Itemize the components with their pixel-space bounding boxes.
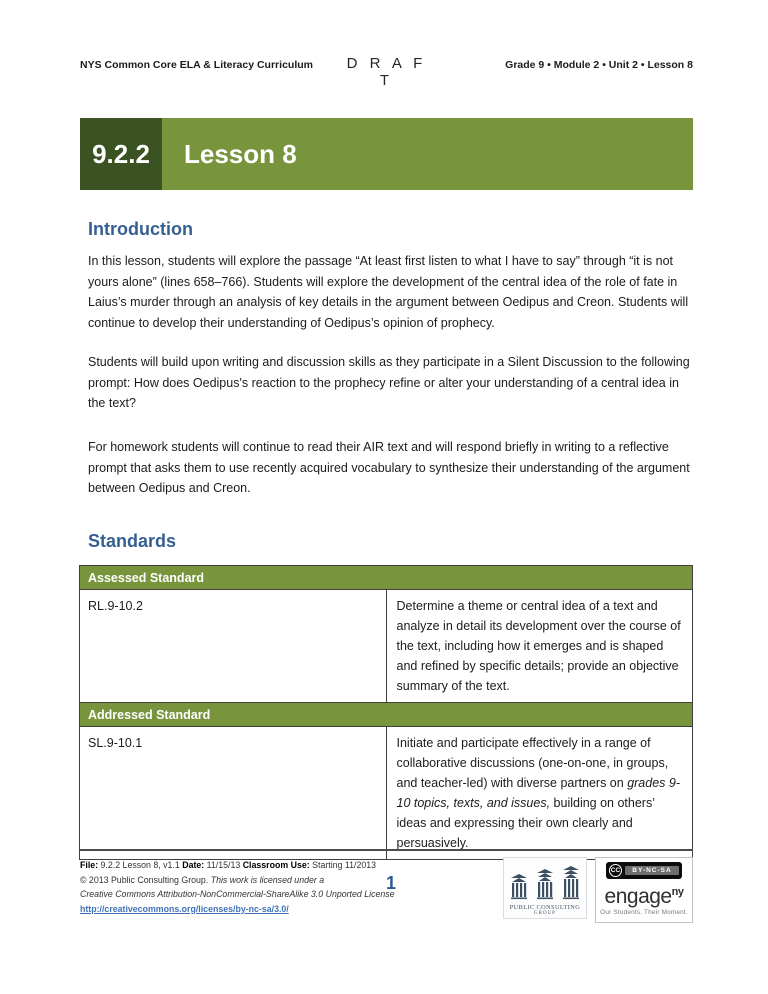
license-link-line <box>80 902 440 917</box>
standard-code: RL.9-10.2 <box>80 590 387 703</box>
footer-logos <box>503 857 693 923</box>
license-link[interactable]: http://creativecommons.org/licenses/by-nc-sa/3.0/ <box>80 903 289 914</box>
license-name: Creative Commons Attribution-NonCommercial-ShareAlike 3.0 Unported License <box>80 889 395 899</box>
engageny-tagline: Our Students. Their Moment. <box>600 909 688 916</box>
date-value: 11/15/13 <box>204 860 243 870</box>
engage-ny-superscript: ny <box>671 886 684 898</box>
date-label: Date: <box>182 860 205 870</box>
lesson-code: 9.2.2 <box>80 118 162 190</box>
classroom-use-value: Starting 11/2013 <box>309 860 377 870</box>
lesson-banner <box>80 118 693 190</box>
addressed-standard-header: Addressed Standard <box>80 703 693 727</box>
introduction-paragraph-2: Students will build upon writing and discussion skills as they participate in a Silent Discussion to the following prompt: How does Oedipus's reaction to the prophecy refine or alter your understanding of a central idea in the text? <box>88 355 690 410</box>
standard-description-italic: grades 9-10 topics, texts, and issues, <box>396 776 680 810</box>
license-intro: This work is licensed under a <box>210 874 325 885</box>
document-footer <box>80 849 693 929</box>
standards-table <box>79 565 693 860</box>
introduction-heading: Introduction <box>88 219 193 239</box>
standard-description-text: building on others’ ideas and expressing their own clearly and persuasively. <box>396 796 655 850</box>
pcg-logo <box>503 857 587 919</box>
introduction-paragraph-3: For homework students will continue to read their AIR text and will respond briefly in writing to a reflective prompt that asks them to use recently acquired vocabulary to synthesize their understanding of the argument between Oedipus and Creon. <box>88 440 690 495</box>
standard-description <box>386 727 693 860</box>
addressed-standard-header-row <box>80 703 693 727</box>
document-header <box>80 55 693 89</box>
standards-heading: Standards <box>88 531 177 551</box>
introduction-paragraph-1: In this lesson, students will explore the passage “At least first listen to what I have to say” through “it is not yours alone” (lines 658–766). Students will explore the development of the central idea of the role of fate in Laius’s murder through an analysis of key details in the argument between Oedipus and Creon. Students will continue to develop their understanding of Oedipus’s opinion of prophecy. <box>88 254 689 330</box>
cc-license-badge <box>606 862 682 879</box>
engageny-logo <box>595 857 693 923</box>
engage-text: engage <box>604 885 672 908</box>
draft-watermark: D R A F T <box>346 55 427 89</box>
lesson-title: Lesson 8 <box>162 118 693 190</box>
assessed-standard-header: Assessed Standard <box>80 566 693 590</box>
table-row <box>80 727 693 860</box>
curriculum-title: NYS Common Core ELA & Literacy Curriculum <box>80 59 313 71</box>
table-row <box>80 590 693 703</box>
standard-description: Determine a theme or central idea of a text and analyze in detail its development over the course of the text, including how it emerges and is shaped and refined by specific details; provide an objective summary of the text. <box>386 590 693 703</box>
footer-file-line <box>80 858 440 873</box>
copyright-text: © 2013 Public Consulting Group. <box>80 874 211 885</box>
pcg-logo-subtext: GROUP <box>534 911 556 916</box>
lesson-breadcrumb: Grade 9 • Module 2 • Unit 2 • Lesson 8 <box>505 59 693 71</box>
pcg-columns-icon <box>509 866 581 904</box>
standard-description-text: Initiate and participate effectively in a range of collaborative discussions (one-on-one, in groups, and teacher-led) with diverse partners on <box>396 736 669 790</box>
pcg-logo-text: PUBLIC CONSULTING <box>509 904 581 911</box>
classroom-use-label: Classroom Use: <box>242 860 310 870</box>
assessed-standard-header-row <box>80 566 693 590</box>
page-number: 1 <box>385 873 396 893</box>
cc-icon: CC <box>609 864 622 877</box>
file-label: File: <box>80 860 99 870</box>
file-value: 9.2.2 Lesson 8, v1.1 <box>98 860 183 870</box>
standard-code: SL.9-10.1 <box>80 727 387 860</box>
engageny-wordmark <box>605 881 684 908</box>
cc-license-type: BY-NC-SA <box>625 866 679 875</box>
